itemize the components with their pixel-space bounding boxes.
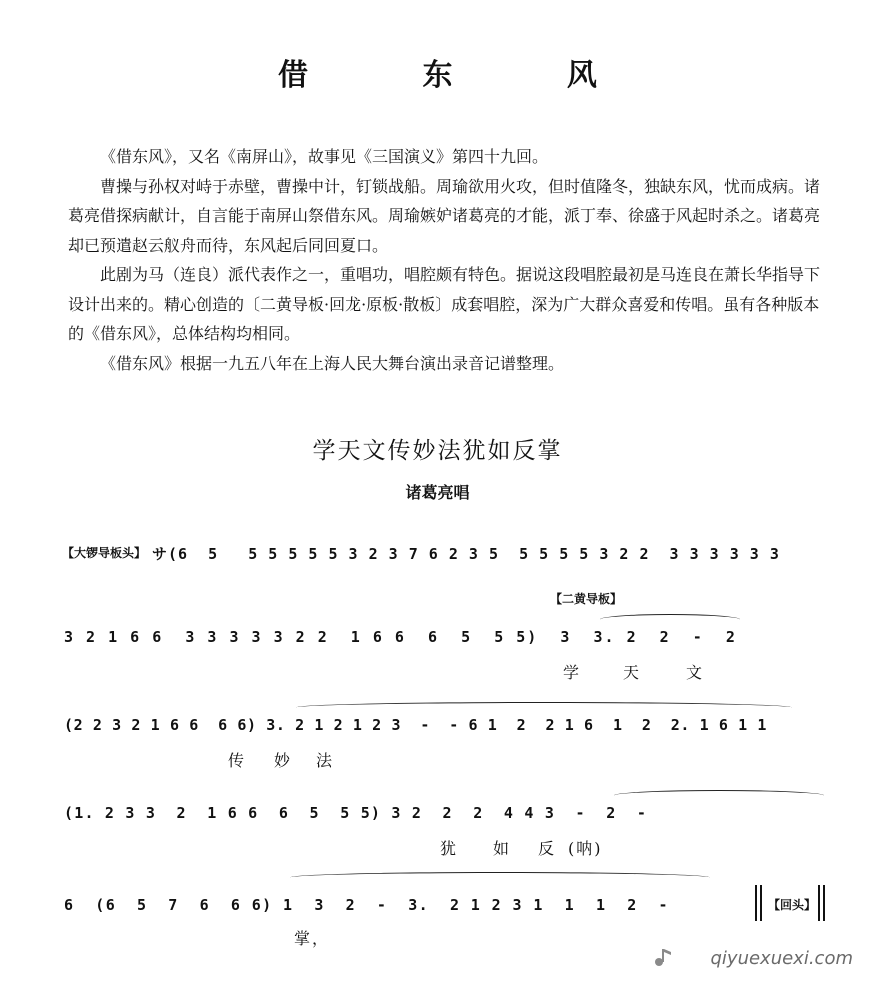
slur-arc [296, 702, 792, 713]
slur-arc [614, 790, 824, 801]
score-tag-erhuang-daoban: 【二黄导板】 [550, 592, 623, 606]
double-barline [760, 885, 762, 921]
score-line-3: (2 2 3 2 1 6 6 6 6) 3. 2 1 2 1 2 3 - - 6 1 2 2 1 6 1 2 2. 1 6 1 1 [64, 716, 768, 734]
end-barline [823, 885, 825, 921]
lyric-syllable: 如 [493, 839, 512, 858]
intro-paragraph-2: 曹操与孙权对峙于赤壁，曹操中计，钉锁战船。周瑜欲用火攻，但时值隆冬，独缺东风，忧而成病。诸葛亮借探病献计，自言能于南屏山祭借东风。周瑜嫉妒诸葛亮的才能，派丁奉、徐盛于风起时杀之。诸葛亮却已预遣赵云舣舟而待，东风起后同回夏口。 [68, 176, 821, 255]
page-title: 借 东 风 [278, 58, 649, 93]
site-watermark: qiyuexuexi.com [710, 948, 853, 969]
lyric-syllable: 掌， [294, 929, 331, 948]
slur-arc [290, 872, 710, 883]
lyric-syllable: 天 [623, 663, 642, 682]
end-barline [818, 885, 820, 921]
score-line-2: 3 2 1 6 6 3 3 3 3 3 2 2 1 6 6 6 5 5 5) 3 3. 2 2 - 2 [64, 628, 737, 646]
score-line-1: サ(6 5 5 5 5 5 5 3 2 3 7 6 2 3 5 5 5 5 5 3 2 2 3 3 3 3 3 3 [152, 545, 780, 563]
intro-paragraph-4: 《借东风》根据一九五八年在上海人民大舞台演出录音记谱整理。 [100, 353, 565, 373]
lyric-syllable: 反 [538, 839, 557, 858]
music-note-icon [652, 946, 674, 968]
intro-text [68, 142, 828, 378]
score-tag-huitou: 【回头】 [768, 898, 817, 912]
song-title: 学天文传妙法犹如反掌 [312, 438, 563, 464]
lyric-syllable: (呐) [568, 839, 603, 858]
lyric-syllable: 传 [228, 751, 247, 770]
lyric-syllable: 学 [563, 663, 582, 682]
lyric-syllable: 妙 [274, 751, 293, 770]
intro-paragraph-3: 此剧为马（连良）派代表作之一，重唱功，唱腔颇有特色。据说这段唱腔最初是马连良在萧长华指导下设计出来的。精心创造的〔二黄导板·回龙·原板·散板〕成套唱腔，深为广大群众喜爱和传唱。虽有各种版本的《借东风》，总体结构均相同。 [68, 265, 821, 343]
score-line-4: (1. 2 3 3 2 1 6 6 6 5 5 5) 3 2 2 2 4 4 3 - 2 - [64, 804, 648, 822]
double-barline [755, 885, 757, 921]
singer-label: 诸葛亮唱 [405, 483, 470, 502]
intro-paragraph-1: 《借东风》，又名《南屏山》，故事见《三国演义》第四十九回。 [100, 147, 549, 166]
score-line-5: 6 (6 5 7 6 6 6) 1 3 2 - 3. 2 1 2 3 1 1 1 2 - [64, 896, 669, 914]
lyric-syllable: 犹 [440, 839, 459, 858]
lyric-syllable: 法 [316, 751, 335, 770]
score-tag-daluo: 【大锣导板头】 [62, 546, 147, 560]
lyric-syllable: 文 [686, 663, 705, 682]
slur-arc [600, 614, 740, 625]
